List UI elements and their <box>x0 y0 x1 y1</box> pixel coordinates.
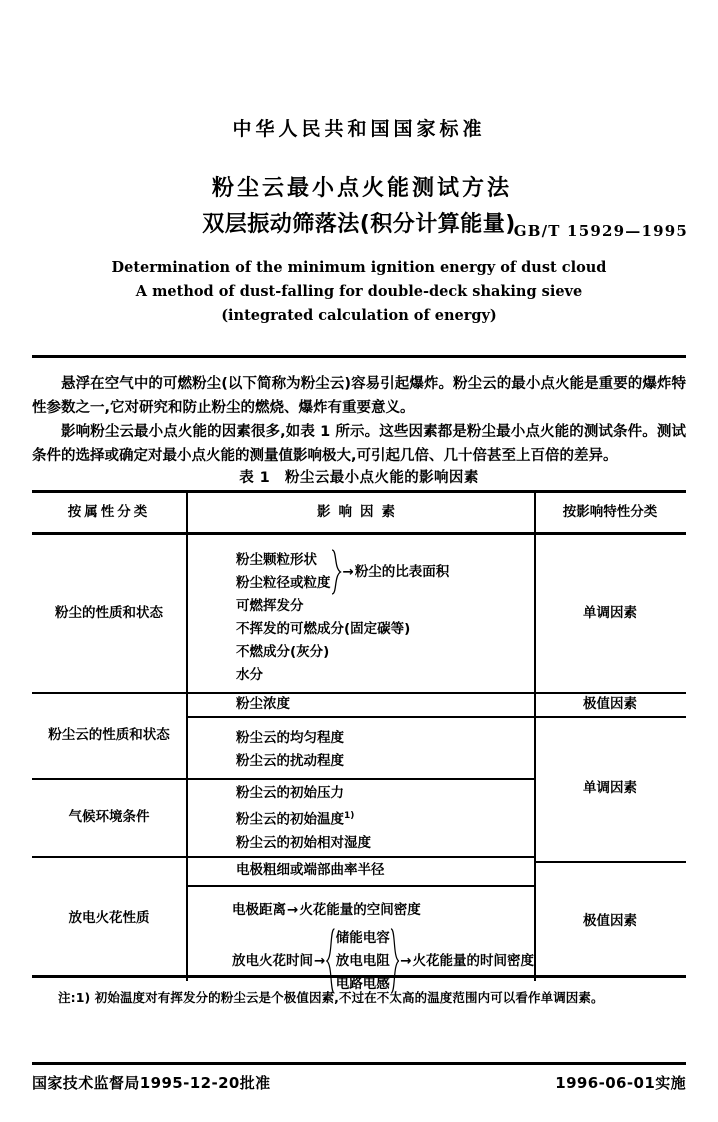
table-row4-factors <box>186 885 534 992</box>
masthead <box>0 118 718 141</box>
table-row4-group-item-2: 放电电阻 <box>335 952 390 969</box>
masthead-title: 中华人民共和国国家标准 <box>232 118 486 140</box>
table-row4-group-item-1: 储能电容 <box>335 929 390 946</box>
table-row2-sub-classification <box>534 692 686 716</box>
table-row1-factor-2: 粉尘粒径或粒度 <box>236 575 331 591</box>
table-row1-factor-5: 不燃成分(灰分) <box>236 644 330 660</box>
table-row1-factor-4: 不挥发的可燃成分(固定碳等) <box>236 621 411 637</box>
footer-effective-date: 1996-06-01实施 <box>555 1074 686 1092</box>
arrow-glyph-2: → <box>287 902 299 918</box>
right-brace-icon-2 <box>390 926 399 996</box>
footer-divider-rule <box>32 1062 686 1065</box>
influence-factors-table <box>32 490 686 992</box>
header-divider-rule <box>32 355 686 358</box>
table-header-col3 <box>534 493 686 532</box>
table-row3-factor-1: 粉尘云的初始压力 <box>236 785 344 801</box>
table-row4-classification <box>534 861 686 981</box>
left-brace-icon <box>326 926 335 996</box>
table-row1-factor-3: 可燃挥发分 <box>236 598 304 614</box>
table-row4-category <box>32 856 186 981</box>
table-header-col1 <box>32 493 186 532</box>
table-row2-factor-2: 粉尘云的扰动程度 <box>236 753 344 769</box>
document-title-line1: 粉尘云最小点火能测试方法 <box>211 176 512 201</box>
table-row4-subfactor-label: 电极粗细或端部曲率半径 <box>236 862 385 878</box>
table-row4-line2-target: 火花能量的时间密度 <box>412 952 534 969</box>
table-row3-factor-2-label: 粉尘云的初始温度 <box>236 811 344 828</box>
table-header-col2 <box>186 493 534 532</box>
table-row4-line2-source: 放电火花时间 <box>232 952 313 969</box>
table-row3-factor-2 <box>236 805 534 832</box>
footnote-marker: 1) <box>344 811 355 821</box>
standard-number: GB/T 15929—1995 <box>513 222 688 240</box>
table-row3-factors <box>186 778 534 856</box>
table-row1-brace-group <box>236 549 534 595</box>
table-header-col1-label: 按属性分类 <box>67 504 151 520</box>
body-paragraph-2: 影响粉尘云最小点火能的因素很多,如表 1 所示。这些因素都是粉尘最小点火能的测试条件。测试条件的选择或确定对最小点火能的测量值影响极大,可引起几倍、几十倍甚至上百倍的差异。 <box>32 424 686 464</box>
table-row3-factor-3: 粉尘云的初始相对湿度 <box>236 834 371 851</box>
arrow-glyph-3: → <box>314 952 326 969</box>
table-row1-classification <box>534 535 686 692</box>
table-row1-factor-1: 粉尘颗粒形状 <box>236 552 317 568</box>
table-row4-brace-items <box>336 927 390 996</box>
right-brace-icon <box>331 549 342 595</box>
arrow-glyph-4: → <box>400 952 412 969</box>
table-row4-group-item-3: 电路电感 <box>335 975 390 992</box>
table-row1-factor-6: 水分 <box>236 667 263 683</box>
document-title-line2: 双层振动筛落法(积分计算能量) <box>202 212 516 237</box>
table-row2-classification <box>534 716 686 861</box>
english-title-line2: A method of dust-falling for double-deck shaking sieve <box>135 283 583 300</box>
arrow-glyph-1: → <box>342 563 354 580</box>
table-row4-line1-source: 电极距离 <box>232 902 286 918</box>
table-row4-category-label: 放电火花性质 <box>68 910 150 926</box>
table-row4-line1-target: 火花能量的空间密度 <box>299 902 421 918</box>
table-row2-subfactor-label: 粉尘浓度 <box>236 695 290 712</box>
table-header-col3-label: 按影响特性分类 <box>562 504 658 520</box>
table-row1-category-label: 粉尘的性质和状态 <box>55 605 163 621</box>
table-row2-factor-1: 粉尘云的均匀程度 <box>236 730 344 746</box>
body-paragraph-1: 悬浮在空气中的可燃粉尘(以下简称为粉尘云)容易引起爆炸。粉尘云的最小点火能是重要的爆炸特性参数之一,它对研究和防止粉尘的燃烧、爆炸有重要意义。 <box>32 376 686 416</box>
table-row2-classification-label: 单调因素 <box>583 780 637 796</box>
table-row4-subfactor <box>186 856 534 885</box>
footer-approval: 国家技术监督局1995-12-20批准 <box>32 1074 271 1092</box>
table-header-col2-label: 影响因素 <box>317 504 403 520</box>
table-row4-line1 <box>232 899 534 922</box>
body-text <box>32 372 686 468</box>
table-row2-category <box>32 692 186 778</box>
table-row2-category-label: 粉尘云的性质和状态 <box>48 726 170 743</box>
table-row2-factors <box>186 716 534 778</box>
table-caption: 表 1 粉尘云最小点火能的影响因素 <box>239 470 479 486</box>
table-row1-category <box>32 535 186 692</box>
english-title-line1: Determination of the minimum ignition energy of dust cloud <box>111 259 607 276</box>
table-row1-factors <box>186 535 534 692</box>
table-row1-classification-label: 单调因素 <box>583 605 637 621</box>
table-row1-brace-items <box>236 549 331 595</box>
table-row2-sub-classification-label: 极值因素 <box>583 695 637 712</box>
table-row3-category <box>32 778 186 856</box>
table-row4-classification-label: 极值因素 <box>583 912 637 929</box>
table-row4-line2 <box>232 926 534 996</box>
table-footnote: 注:1) 初始温度对有挥发分的粉尘云是个极值因素,不过在不太高的温度范围内可以看作单调因素。 <box>58 990 604 1005</box>
table-row3-category-label: 气候环境条件 <box>68 808 150 825</box>
table-row2-subfactor <box>186 692 534 716</box>
english-title-line3: (integrated calculation of energy) <box>221 307 497 324</box>
english-title-block <box>0 256 718 328</box>
table-row1-brace-target: 粉尘的比表面积 <box>354 563 450 580</box>
